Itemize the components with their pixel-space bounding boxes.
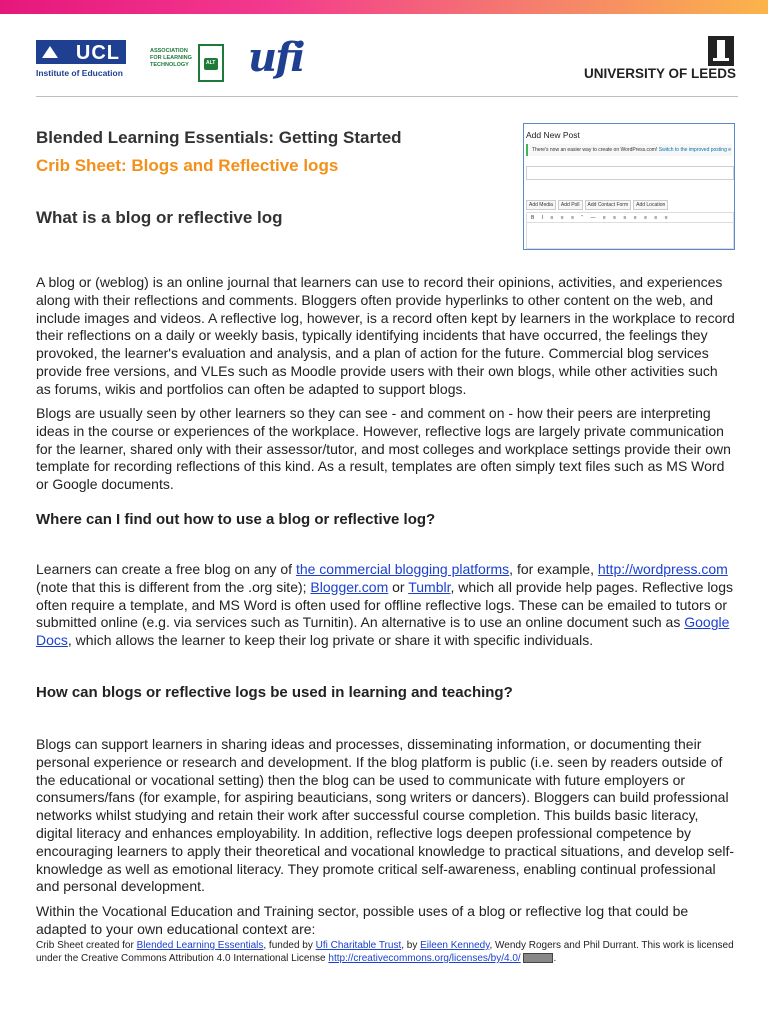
section-heading-how: How can blogs or reflective logs be used in learning and teaching? — [36, 684, 513, 701]
alt-mark: ALT — [206, 60, 216, 66]
footer-credits — [36, 939, 736, 965]
add-contact-form-button: Add Contact Form — [585, 200, 632, 210]
ufi-logo — [248, 34, 304, 82]
ucl-subtitle: Institute of Education — [36, 68, 123, 78]
document-title: Blended Learning Essentials: Getting Started — [36, 128, 402, 147]
wordpress-link[interactable]: http://wordpress.com — [597, 561, 728, 577]
leeds-tower-icon — [708, 36, 734, 66]
commercial-blogging-platforms-link[interactable]: the commercial blogging platforms — [295, 561, 510, 577]
paragraph-where — [36, 561, 736, 650]
leeds-logo — [560, 36, 738, 82]
add-location-button: Add Location — [633, 200, 668, 210]
ufi-text: ufi — [248, 34, 304, 81]
text: (note that this is different from the .org site); — [36, 578, 311, 595]
notice-link: Switch to the improved posting e — [658, 147, 732, 153]
text: . — [553, 953, 557, 964]
paragraph-how: Blogs can support learners in sharing ideas and processes, disseminating information, or documenting their personal experience or research and development. If the blog platform is public (i.e. seen by readers outside of the educational or vocational setting) then the blog can be used to communicate with future employers or consumers/fans (for example, for aspiring beauticians, song writers or dancers). Bloggers can build professional networks whilst studying and retain their work after successful course completion. This builds basic literacy, digital literacy and enhances employability. In addition, reflective logs deepen professional competence by encouraging learners to apply their theoretical and vocational knowledge to practical situations, and develop self-knowledge as well as emotional literacy. They promote critical self-awareness, enabling continual professional and personal development. — [36, 736, 735, 895]
text: Crib Sheet created for — [36, 940, 137, 951]
screenshot-toolbar: B I ≡ ≡ ≡ “ — ≡ ≡ ≡ ≡ ≡ ≡ ≡ — [526, 212, 734, 223]
blogger-link[interactable]: Blogger.com — [310, 578, 389, 595]
screenshot-title-field — [526, 166, 734, 180]
ucl-mark: UCL — [75, 42, 120, 64]
paragraph-blog-definition: A blog or (weblog) is an online journal that learners can use to record their opinions, activities, and experiences along with their reflections and comments. Bloggers often provide hyperlinks to other content on the web, and include images and videos. A reflective log, however, is a record often kept by learners in the workplace to record their reflections on a daily or weekly basis, typically identifying incidents that have occurred, the feelings they provoked, the learner's evaluation and analysis, and a plan of action for the future. Commercial blog services provide free versions, and VLEs such as Moodle provide users with their own blogs, while other activities such as forums, wikis and portfolios can often be adapted to support blogs. — [36, 274, 735, 397]
notice-text: There's now an easier way to create on WordPress.com! — [532, 147, 658, 153]
leeds-name: UNIVERSITY OF LEEDS — [583, 66, 736, 81]
alt-line-2: FOR LEARNING — [150, 55, 192, 61]
alt-line-1: ASSOCIATION — [150, 48, 188, 54]
text: or — [388, 578, 409, 595]
alt-line-3: TECHNOLOGY — [150, 62, 189, 68]
add-media-button: Add Media — [526, 200, 556, 210]
text: , for example, — [509, 561, 598, 577]
ucl-dome-icon — [42, 46, 58, 58]
cc-by-badge-icon — [523, 953, 553, 963]
paragraph-blog-visibility: Blogs are usually seen by other learners so they can see - and comment on - how their peers are interpreting ideas in the course or experiences of the workplace. However, reflective logs are largely private communication for the learner, shared only with their assessor/tutor, and most colleges and workplace settings provide their own template for recording reflections of this kind. As a result, templates are often simply text files such as MS Word or Google documents. — [36, 405, 731, 493]
screenshot-notice — [526, 144, 732, 156]
screenshot-title: Add New Post — [526, 130, 580, 140]
wordpress-screenshot — [523, 123, 735, 250]
eileen-kennedy-link[interactable]: Eileen Kennedy — [420, 940, 490, 951]
section-heading-what: What is a blog or reflective log — [36, 208, 283, 227]
google-docs-link[interactable]: Google Docs — [36, 614, 730, 649]
section-heading-where: Where can I find out how to use a blog or reflective log? — [36, 511, 436, 528]
alt-logo — [150, 44, 226, 82]
paragraph-vet-sector: Within the Vocational Education and Training sector, possible uses of a blog or reflective log that could be adapted to your own educational context are: — [36, 903, 689, 937]
header-divider — [36, 96, 738, 97]
text: , funded by — [263, 940, 316, 951]
add-poll-button: Add Poll — [558, 200, 583, 210]
tumblr-link[interactable]: Tumblr — [408, 578, 451, 595]
screenshot-buttons — [526, 200, 670, 210]
text: , by — [401, 940, 421, 951]
document-subtitle: Crib Sheet: Blogs and Reflective logs — [36, 156, 339, 175]
creative-commons-link[interactable]: http://creativecommons.org/licenses/by/4.0/ — [328, 953, 521, 964]
text: , which allows the learner to keep their log private or share it with specific individuals. — [67, 632, 594, 649]
text: , which all provide help pages. Reflective logs often require a template, and MS Word is often used for offline reflective logs. These can be emailed to tutors or submitted online (e.g. via services such as Turnitin). An alternative is to use an online document such as — [36, 578, 734, 631]
top-gradient-bar — [0, 0, 768, 14]
text: Learners can create a free blog on any of — [36, 561, 296, 577]
ucl-logo — [36, 40, 126, 80]
ufi-charitable-trust-link[interactable]: Ufi Charitable Trust — [315, 940, 402, 951]
blended-learning-essentials-link[interactable]: Blended Learning Essentials — [136, 940, 264, 951]
text: , Wendy Rogers and Phil Durrant. This work is licensed under the Creative Commons Attribution 4.0 International License — [36, 940, 734, 964]
screenshot-editor-area — [526, 223, 734, 249]
